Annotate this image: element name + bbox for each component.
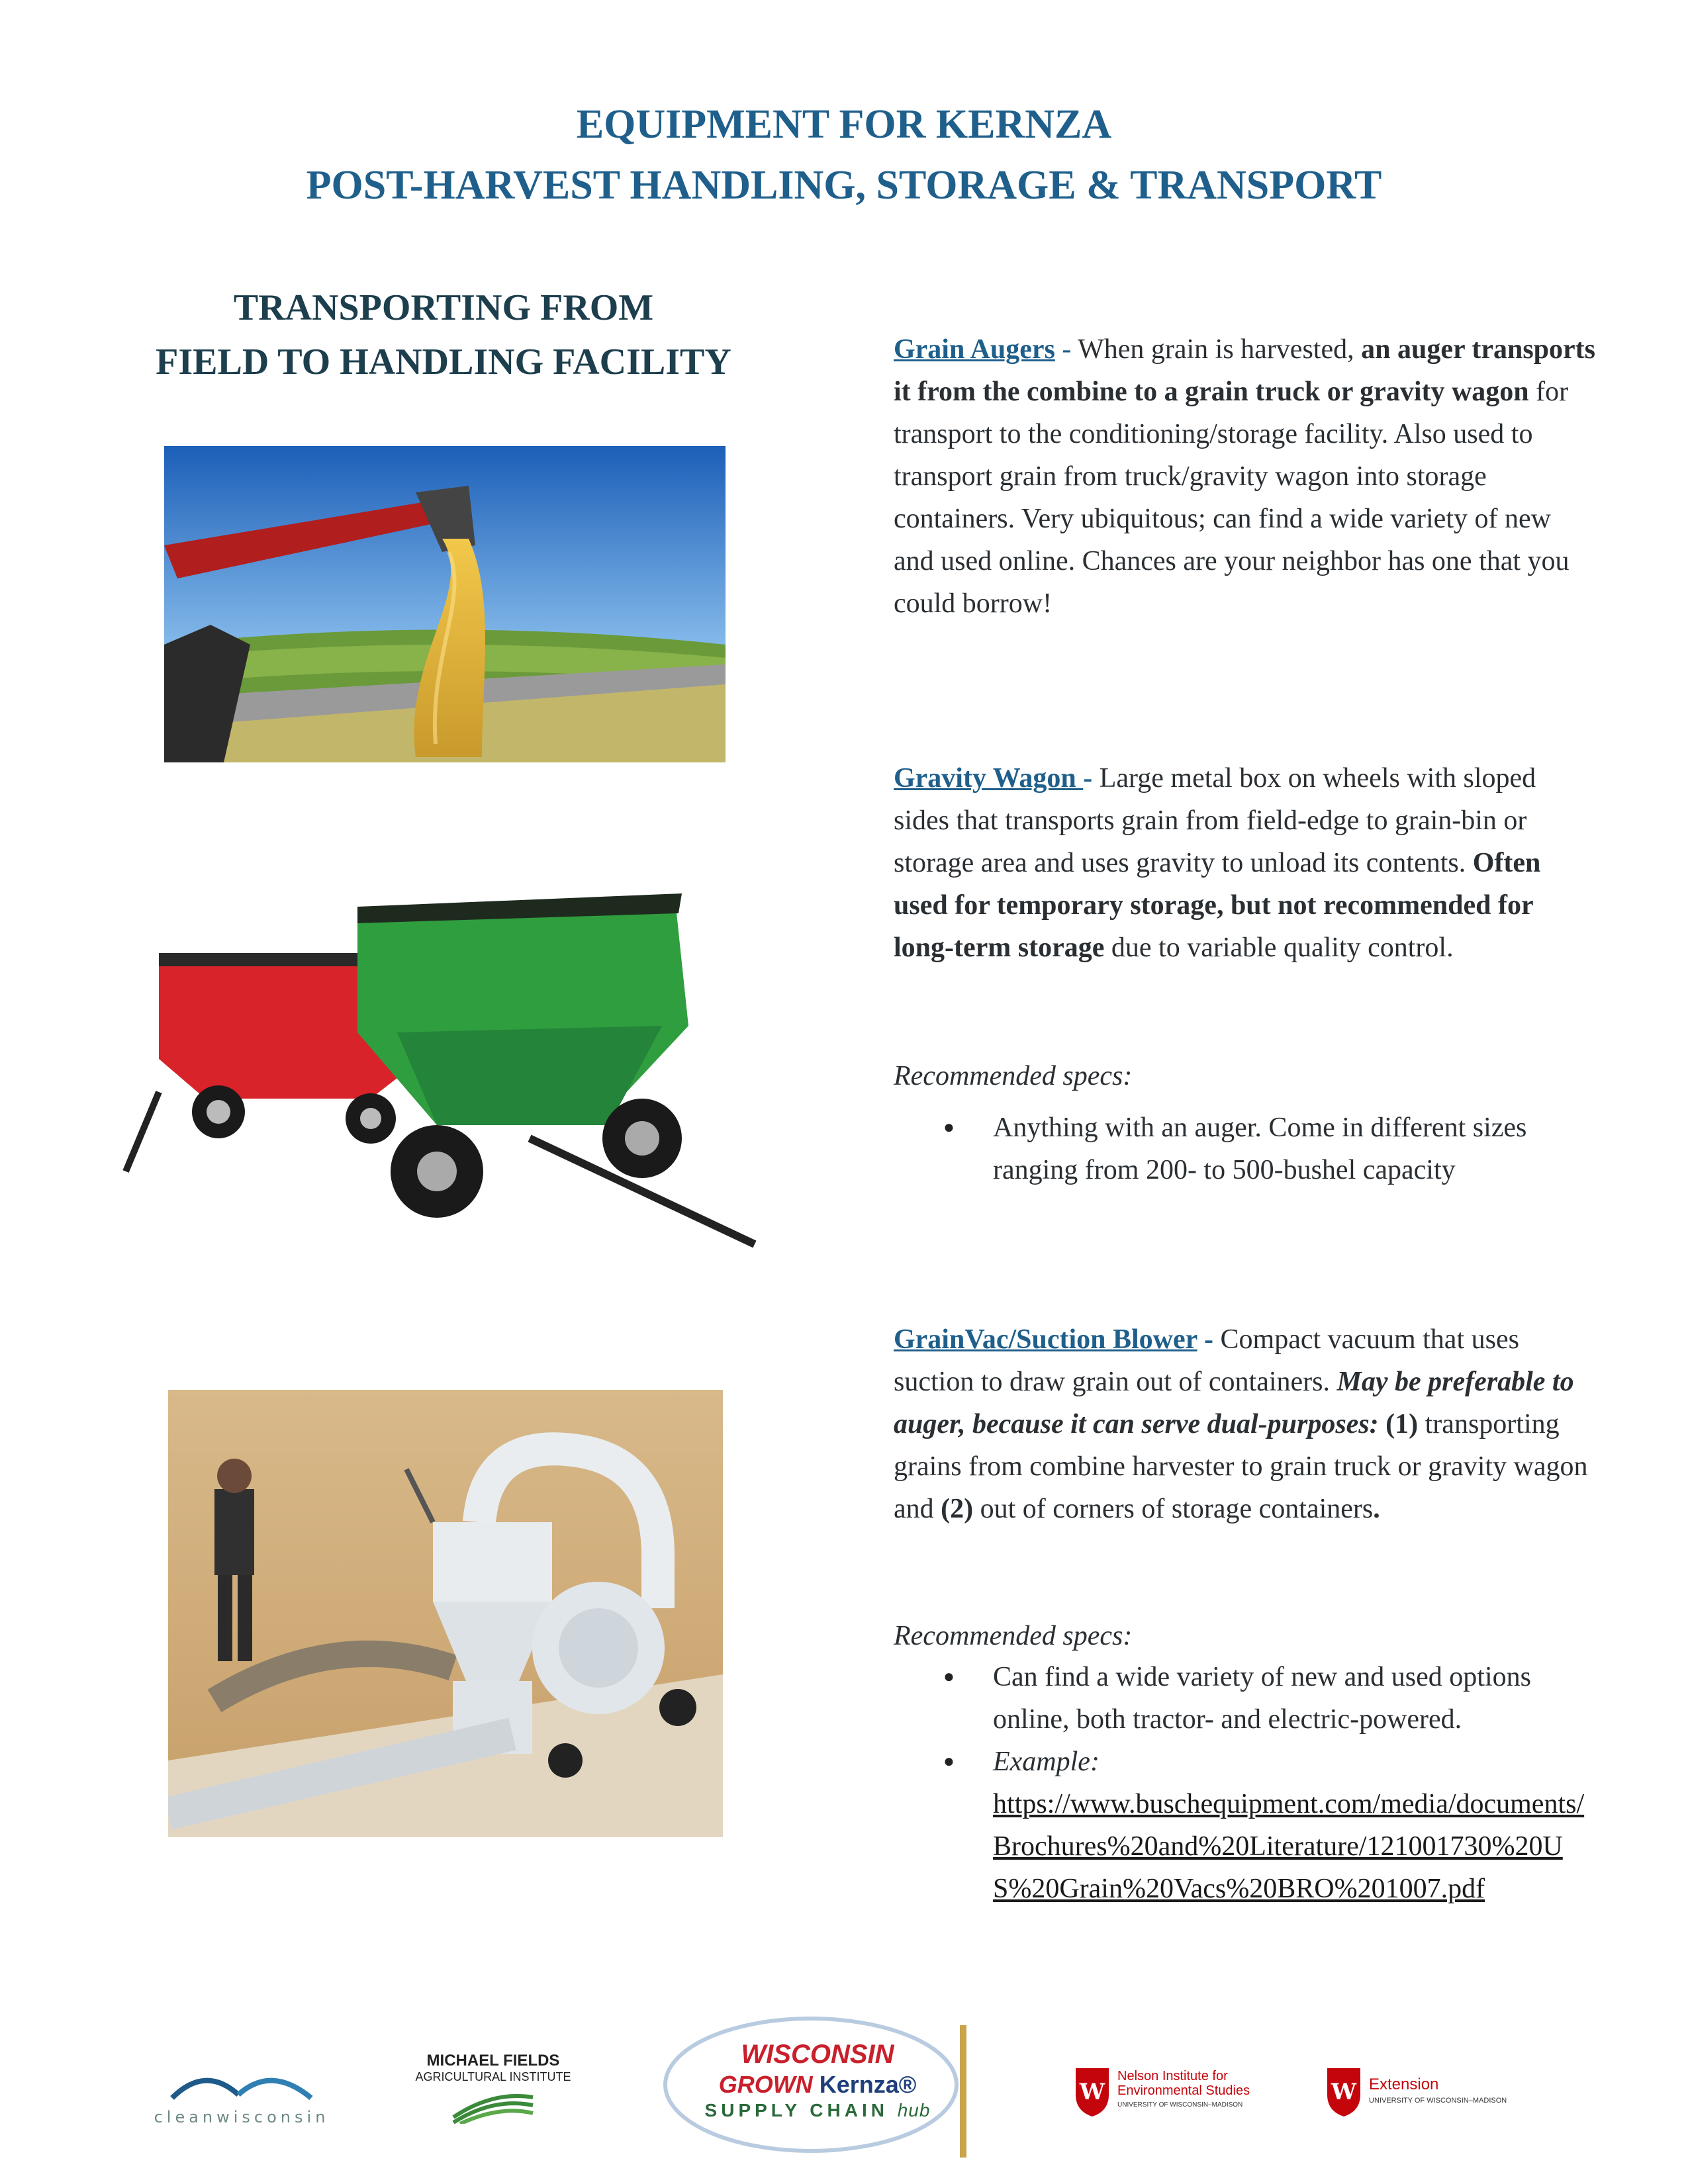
gravity-wagon-text-2: due to variable quality control.	[1104, 933, 1454, 963]
gravity-wagon-spec-item: ● Anything with an auger. Come in different sizes ranging from 200- to 500-bushel capacity	[894, 1107, 1595, 1191]
grainvac-example-item	[894, 1741, 1595, 1910]
nelson-line-1: Nelson Institute for	[1117, 2069, 1228, 2083]
nelson-line-2: Environmental Studies	[1117, 2083, 1250, 2098]
svg-text:W: W	[1079, 2079, 1105, 2105]
grain-augers-text-2: for transport to the conditioning/storage facility. Also used to transport grain from truck/gravity wagon into storage containers. Very ubiquitous; can find a wide variety of new and used online. Chances are your neighbor has one that you could borrow!	[894, 377, 1570, 619]
grain-augers-text-1: When grain is harvested,	[1078, 334, 1362, 365]
grainvac-text-1: Compact vacuum that uses suction to draw grain out of containers.	[894, 1324, 1519, 1397]
gravity-wagon-spec-label: Recommended specs:	[894, 1061, 1133, 1091]
grain-vac-photo	[168, 1390, 723, 1837]
grainvac-dash: -	[1197, 1324, 1221, 1355]
michael-fields-line-1: MICHAEL FIELDS	[426, 2052, 560, 2070]
title-line-2: POST-HARVEST HANDLING, STORAGE & TRANSPORT	[306, 163, 1382, 208]
grainvac-period: .	[1373, 1494, 1380, 1524]
grainvac-number-2: (2)	[941, 1494, 974, 1524]
grain-augers-term: Grain Augers	[894, 334, 1055, 365]
uw-extension-logo	[1324, 2065, 1549, 2131]
gravity-wagon-bold: Often used for temporary storage, but not recommended for long-term storage	[894, 848, 1541, 963]
gravity-wagon-specs	[894, 1107, 1595, 1191]
nelson-line-3: UNIVERSITY OF WISCONSIN–MADISON	[1117, 2101, 1243, 2109]
title-line-1: EQUIPMENT FOR KERNZA	[576, 102, 1112, 147]
grainvac-specs	[894, 1656, 1595, 1910]
grain-auger-photo	[164, 446, 726, 762]
grainvac-term: GrainVac/Suction Blower	[894, 1324, 1197, 1355]
grainvac-number-1: (1)	[1385, 1409, 1419, 1439]
field-rows-icon	[447, 2084, 539, 2124]
gravity-wagon-photo	[119, 860, 768, 1257]
gravity-wagon-term: Gravity Wagon	[894, 763, 1084, 794]
grain-augers-description	[894, 328, 1595, 625]
section-heading	[79, 281, 808, 389]
gravity-wagon-text-1: Large metal box on wheels with sloped sides that transports grain from field-edge to grain-bin or storage area and uses gravity to unload its contents.	[894, 763, 1536, 878]
grain-augers-dash: -	[1055, 334, 1078, 365]
grain-augers-bold: an auger transports it from the combine to a grain truck or gravity wagon	[894, 334, 1596, 407]
gravity-wagon-dash: -	[1083, 763, 1100, 794]
grainvac-text-3: out of corners of storage containers	[973, 1494, 1374, 1524]
section-heading-line-1: TRANSPORTING FROM	[233, 287, 654, 328]
extension-line-2: UNIVERSITY OF WISCONSIN–MADISON	[1369, 2097, 1507, 2105]
gravity-wagon-description	[894, 757, 1595, 969]
kernza-wisconsin-text: WISCONSIN	[741, 2040, 894, 2069]
michael-fields-line-2: AGRICULTURAL INSTITUTE	[415, 2070, 571, 2083]
wisconsin-grown-kernza-logo	[662, 2012, 973, 2158]
kernza-supply-chain-line	[662, 2100, 973, 2121]
clean-wisconsin-text: cleanwisconsin	[154, 2108, 330, 2126]
grainvac-spec-item: ● Can find a wide variety of new and used options online, both tractor- and electric-powered.	[894, 1656, 1595, 1741]
kernza-grown-line	[662, 2071, 973, 2099]
nelson-institute-logo	[1072, 2065, 1291, 2131]
clean-wisconsin-logo	[146, 2058, 338, 2131]
grainvac-example-label: Example:	[993, 1747, 1100, 1777]
kernza-grown-text: GROWN	[718, 2071, 813, 2098]
grainvac-text-2: transporting grains from combine harvester to grain truck or gravity wagon and	[894, 1409, 1588, 1524]
grainvac-example-link[interactable]: https://www.buschequipment.com/media/documents/Brochures%20and%20Literature/121001730%20US%20Grain%20Vacs%20BRO%201007.pdf	[993, 1789, 1585, 1904]
page-title	[0, 94, 1688, 216]
uw-crest-icon	[1324, 2065, 1364, 2118]
kernza-brand-text: Kernza®	[819, 2071, 917, 2098]
section-heading-line-2: FIELD TO HANDLING FACILITY	[156, 341, 731, 383]
uw-crest-icon	[1072, 2065, 1112, 2118]
extension-line-1: Extension	[1369, 2075, 1439, 2093]
kernza-hub-text: hub	[897, 2100, 931, 2120]
grainvac-description	[894, 1318, 1595, 1530]
grainvac-spec-label: Recommended specs:	[894, 1621, 1133, 1651]
kernza-supply-chain-text: SUPPLY CHAIN	[704, 2100, 888, 2120]
michael-fields-logo	[397, 2052, 589, 2138]
svg-text:W: W	[1331, 2079, 1357, 2105]
grainvac-bold-italic: May be preferable to auger, because it can serve dual-purposes:	[894, 1367, 1574, 1439]
clean-wisconsin-bird-icon	[146, 2058, 338, 2105]
